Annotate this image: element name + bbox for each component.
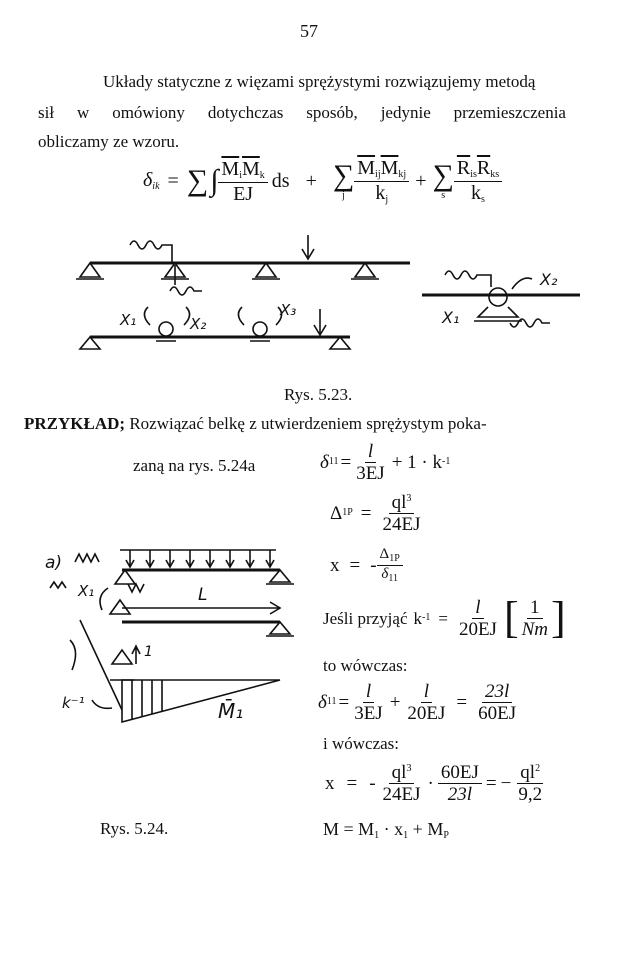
support-hinge [115,570,135,584]
support-hinge [110,650,134,680]
hinge-icon [159,322,173,336]
label-m1: M̄₁ [218,699,244,723]
spring-icon [445,271,491,287]
label-x1-detail: X₁ [442,308,460,327]
fraction-mimk: $\frac{\overline{M}_i\overline{M}_k}{EJ}$ [218,159,267,204]
figure-5-24 [40,530,300,760]
support-hinge [110,600,130,614]
label-x2: X₂ [190,315,207,333]
intro-word: w [76,103,90,122]
support-pin [266,570,294,584]
support-fixed [474,307,522,321]
caption-5-24: Rys. 5.24. [100,819,169,838]
intro-word: sposób, [306,103,358,122]
unit-arrow [132,646,140,664]
intro-line-3: obliczamy ze wzoru. [38,132,180,151]
load-arrow-icon [302,235,314,259]
sum-s: ∑ s [432,159,454,201]
distributed-load-icon [126,550,274,567]
example-line-2: zaną na rys. 5.24a [133,456,256,475]
hinge-icon [253,322,267,336]
spring-icon [170,265,202,295]
spring-icon [50,582,66,588]
fraction-ris: $\frac{\overline{R}_{is}\overline{R}_{ks}}{k_s}$ [454,158,502,205]
formula-lhs: $\delta_{ik}$ [143,169,160,192]
formula-plus-2: + [415,170,427,192]
redundant-arrow-icon [92,700,112,708]
fraction-mij: $\frac{\overline{M}_{ij}\overline{M}_{kj}}{k_j}$ [354,158,409,205]
intro-word: przemieszczenia [453,103,566,122]
moment-diagram [122,680,280,722]
support-pin [252,263,280,279]
spring-icon [128,584,144,592]
main-formula [143,152,502,210]
hinge-icon [489,288,507,306]
intro-line-1: Układy statyczne z więzami sprężystymi rozwiązujemy metodą [103,72,536,91]
intro-word: jedynie [380,103,431,122]
example-heading: PRZYKŁAD; [24,414,126,433]
label-x1: X₁ [78,582,95,600]
equation-k-assumption: Jeśli przyjąć k -1 = $\frac{l}{20EJ}$ [ $\frac{1}{Nm}$ ] [323,593,566,642]
formula-eq: = [167,170,179,192]
equation-x: x = - $\frac{\Delta_{1P}}{\delta_{11}}$ [330,542,403,588]
label-x1: X₁ [120,311,137,329]
support-pin [330,337,350,349]
caption-5-23: Rys. 5.23. [284,385,353,404]
page-number: 57 [300,21,318,41]
support-pin [76,263,104,279]
figure-5-23 [70,225,590,365]
spring-icon [75,554,99,562]
intro-word: dotychczas [207,103,284,122]
equation-delta11: δ 11 = $\frac{l}{3EJ}$ + 1 · k -1 [320,440,451,484]
redundant-arrow-icon [512,278,532,289]
text-then-1: to wówczas: [323,656,408,675]
intro-word: omówiony [112,103,185,122]
redundant-arrow-icon [100,588,108,610]
equation-delta11-value: δ 11 = $\frac{l}{3EJ}$ + $\frac{l}{20EJ}$ = $\frac{23l}{60EJ}$ [318,680,517,724]
equation-moment: $M = M_1 \cdot x_1 + M_P$ [323,819,449,841]
label-x3: X₃ [280,301,297,319]
example-text: Rozwiązać belkę z utwierdzeniem sprężystym poka- [129,414,487,433]
example-line-1 [24,415,487,432]
label-L: L [198,585,208,605]
bracket-right: ] [551,593,566,642]
label-x2-detail: X₂ [540,270,558,289]
text-then-2: i wówczas: [323,734,400,753]
support-pin [266,622,294,636]
intro-line-2 [38,104,566,121]
load-arrow-icon [314,309,326,335]
integral-symbol: ∫ [210,164,219,197]
formula-ds: ds [271,170,290,192]
formula-plus: + [305,170,317,192]
label-one: 1 [144,644,153,660]
sum-symbol: ∑ [186,164,209,197]
bracket-left: [ [503,593,519,642]
spring-icon [130,241,172,263]
equation-x-value: x = - $\frac{ql^3}{24EJ}$ · $\frac{60EJ}{23l}$ = − $\frac{ql^2}{9,2}$ [325,761,543,805]
equation-delta1p: Δ 1P = $\frac{ql^3}{24EJ}$ [330,491,421,535]
eq-lhs: δ [320,451,329,473]
intro-word: sił [38,103,55,122]
label-kinv: k⁻¹ [62,694,85,712]
label-a: a) [45,553,63,573]
sum-j: ∑ j [332,159,355,201]
support-pin [80,337,100,349]
support-pin [351,263,379,279]
